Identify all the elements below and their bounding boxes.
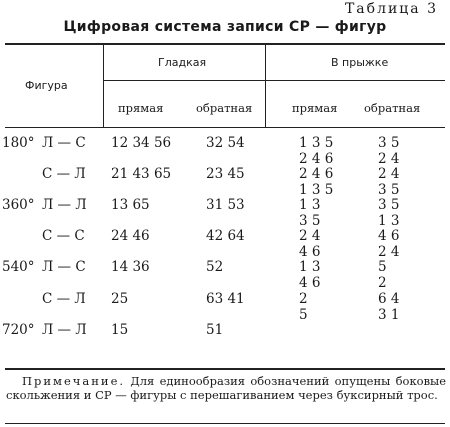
cell-jump-reverse: 3 5 [378, 197, 400, 213]
column-divider-1 [103, 44, 104, 128]
cell-smooth-reverse: 23 45 [206, 166, 245, 182]
row-degree: 540° [2, 259, 35, 275]
cell-jump-straight: 2 4 [299, 228, 321, 244]
cell-jump-reverse: 5 [378, 259, 387, 275]
header-jump-reverse: обратная [364, 101, 421, 115]
cell-jump-reverse: 2 4 [378, 243, 400, 260]
group-rule-jump [266, 80, 445, 81]
cell-smooth-reverse: 51 [206, 322, 224, 338]
cell-jump-straight: 1 3 5 [299, 181, 334, 198]
cell-smooth-reverse: 42 64 [206, 228, 245, 244]
cell-jump-straight: 4 6 [299, 274, 321, 291]
header-smooth-reverse: обратная [196, 101, 253, 115]
row-degree: 360° [2, 197, 35, 213]
header-smooth: Гладкая [158, 56, 207, 69]
cell-smooth-straight: 14 36 [111, 259, 150, 275]
cell-smooth-straight: 24 46 [111, 228, 150, 244]
cell-jump-straight: 5 [299, 306, 308, 323]
cell-jump-straight: 2 4 6 [299, 166, 334, 182]
cell-jump-reverse: 3 5 [378, 135, 400, 151]
top-rule [5, 43, 445, 45]
header-bottom-rule [5, 127, 445, 128]
cell-jump-straight: 1 3 5 [299, 135, 334, 151]
header-figure: Фигура [25, 79, 68, 92]
row-figure: С — Л [42, 291, 86, 307]
cell-jump-straight: 2 4 6 [299, 150, 334, 167]
cell-smooth-straight: 13 65 [111, 197, 150, 213]
cell-smooth-reverse: 52 [206, 259, 224, 275]
row-figure: Л — Л [42, 322, 87, 338]
note-text: Для единообразия обозначений опущены боковые скольжения и СР — фигуры с перешагиванием через буксирный трос. [6, 374, 446, 402]
cell-jump-straight: 1 3 [299, 259, 321, 275]
header-jump: В прыжке [331, 56, 389, 69]
cell-smooth-reverse: 63 41 [206, 291, 245, 307]
column-divider-2 [265, 44, 266, 128]
cell-smooth-reverse: 32 54 [206, 135, 245, 151]
cell-jump-straight: 1 3 [299, 197, 321, 213]
table-note [6, 375, 446, 402]
row-figure: С — Л [42, 166, 86, 182]
row-figure: Л — Л [42, 197, 87, 213]
cell-smooth-reverse: 31 53 [206, 197, 245, 213]
row-degree: 180° [2, 135, 35, 151]
row-figure: Л — С [42, 259, 86, 275]
bottom-rule [5, 368, 445, 370]
cell-smooth-straight: 12 34 56 [111, 135, 172, 151]
page-bottom-rule [5, 423, 445, 424]
header-smooth-straight: прямая [118, 101, 164, 115]
cell-jump-reverse: 6 4 [378, 291, 400, 307]
table-number: Таблица 3 [344, 1, 438, 17]
cell-jump-straight: 3 5 [299, 212, 321, 229]
cell-jump-straight: 4 6 [299, 243, 321, 260]
group-rule-smooth [103, 80, 265, 81]
cell-jump-reverse: 3 5 [378, 181, 400, 198]
cell-smooth-straight: 25 [111, 291, 129, 307]
row-degree: 720° [2, 322, 35, 338]
cell-jump-reverse: 2 [378, 274, 387, 291]
cell-jump-reverse: 2 4 [378, 150, 400, 167]
cell-jump-straight: 2 [299, 291, 308, 307]
cell-smooth-straight: 15 [111, 322, 129, 338]
table-title: Цифровая система записи СР — фигур [63, 19, 387, 35]
cell-smooth-straight: 21 43 65 [111, 166, 172, 182]
cell-jump-reverse: 4 6 [378, 228, 400, 244]
cell-jump-reverse: 2 4 [378, 166, 400, 182]
cell-jump-reverse: 1 3 [378, 212, 400, 229]
row-figure: С — С [42, 228, 85, 244]
row-figure: Л — С [42, 135, 86, 151]
cell-jump-reverse: 3 1 [378, 306, 400, 323]
header-jump-straight: прямая [292, 101, 338, 115]
note-label: Примечание. [22, 374, 126, 388]
